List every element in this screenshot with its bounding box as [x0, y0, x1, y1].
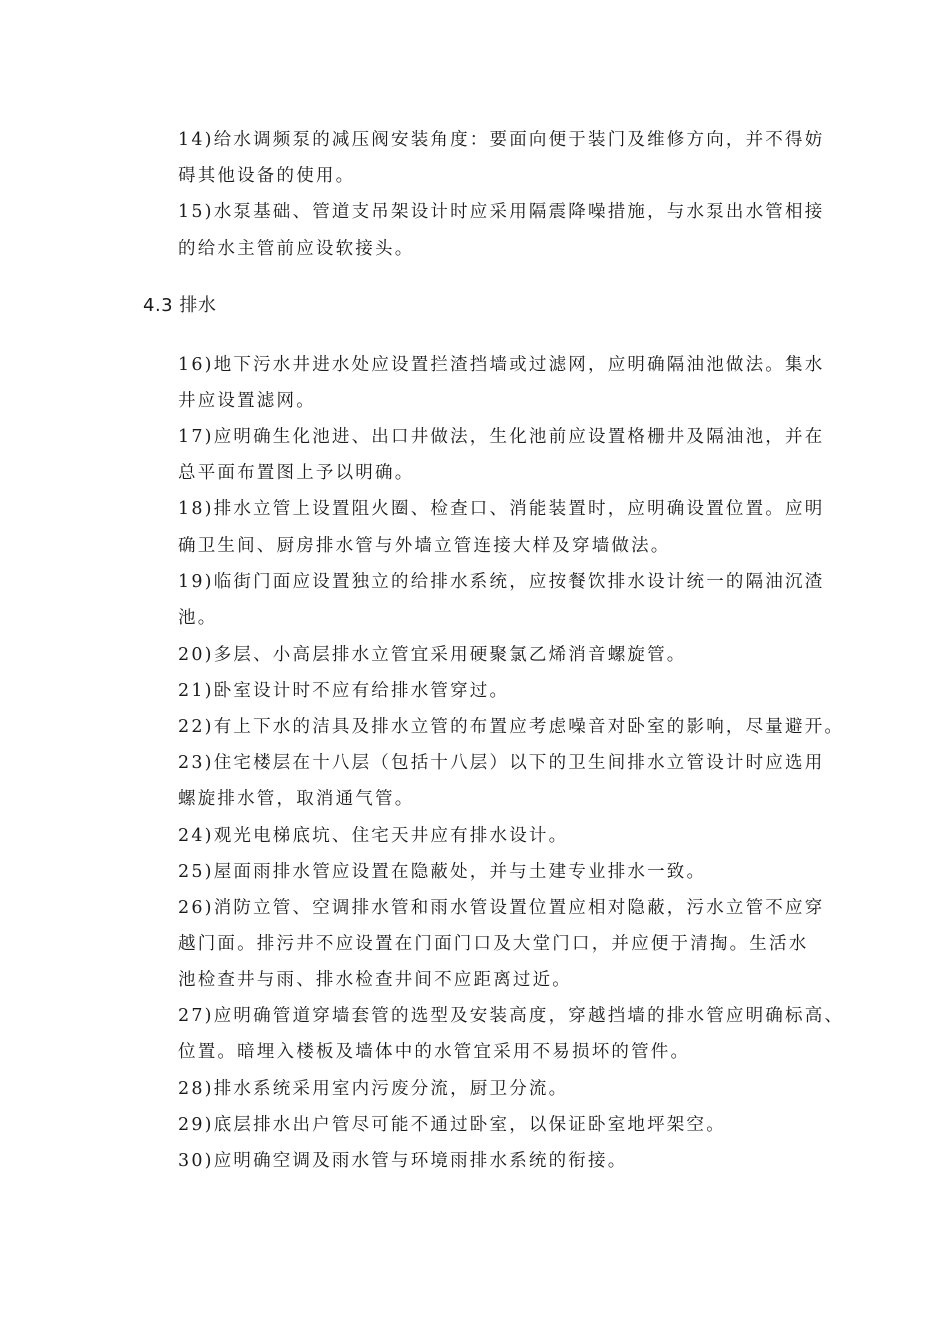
text-line: 28)排水系统采用室内污废分流，厨卫分流。: [178, 1079, 569, 1099]
text-line: 26)消防立管、空调排水管和雨水管设置位置应相对隐蔽，污水立管不应穿: [178, 898, 825, 918]
text-line: 螺旋排水管，取消通气管。: [178, 789, 415, 809]
text-line: 27)应明确管道穿墙套管的选型及安装高度，穿越挡墙的排水管应明确标高、: [178, 1006, 845, 1026]
text-line: 19)临街门面应设置独立的给排水系统，应按餐饮排水设计统一的隔油沉渣: [178, 572, 825, 592]
text-line: 16)地下污水井进水处应设置拦渣挡墙或过滤网，应明确隔油池做法。集水: [178, 355, 825, 375]
text-line: 29)底层排水出户管尽可能不通过卧室，以保证卧室地坪架空。: [178, 1115, 726, 1135]
text-line: 30)应明确空调及雨水管与环境雨排水系统的衔接。: [178, 1151, 628, 1171]
text-line: 总平面布置图上予以明确。: [178, 463, 415, 483]
text-line: 井应设置滤网。: [178, 391, 316, 411]
text-line: 21)卧室设计时不应有给排水管穿过。: [178, 681, 510, 701]
text-line: 池。: [178, 608, 218, 628]
text-line: 碍其他设备的使用。: [178, 166, 356, 186]
text-line: 20)多层、小高层排水立管宜采用硬聚氯乙烯消音螺旋管。: [178, 645, 687, 665]
text-line: 22)有上下水的洁具及排水立管的布置应考虑噪音对卧室的影响，尽量避开。: [178, 717, 845, 737]
text-line: 池检查井与雨、排水检查井间不应距离过近。: [178, 970, 572, 990]
text-line: 25)屋面雨排水管应设置在隐蔽处，并与土建专业排水一致。: [178, 862, 707, 882]
text-line: 15)水泵基础、管道支吊架设计时应采用隔震降噪措施，与水泵出水管相接: [178, 202, 825, 222]
text-line: 位置。暗埋入楼板及墙体中的水管宜采用不易损坏的管件。: [178, 1042, 691, 1062]
text-line: 14)给水调频泵的减压阀安装角度：要面向便于装门及维修方向，并不得妨: [178, 130, 825, 150]
text-line: 的给水主管前应设软接头。: [178, 239, 415, 259]
text-line: 确卫生间、厨房排水管与外墙立管连接大样及穿墙做法。: [178, 536, 671, 556]
section-heading: 4.3 排水: [143, 295, 217, 316]
text-line: 18)排水立管上设置阻火圈、检查口、消能装置时，应明确设置位置。应明: [178, 499, 825, 519]
text-line: 17)应明确生化池进、出口井做法，生化池前应设置格栅井及隔油池，并在: [178, 427, 825, 447]
text-line: 24)观光电梯底坑、住宅天井应有排水设计。: [178, 826, 569, 846]
text-line: 越门面。排污井不应设置在门面门口及大堂门口，并应便于清掏。生活水: [178, 934, 809, 954]
text-line: 23)住宅楼层在十八层（包括十八层）以下的卫生间排水立管设计时应选用: [178, 753, 825, 773]
